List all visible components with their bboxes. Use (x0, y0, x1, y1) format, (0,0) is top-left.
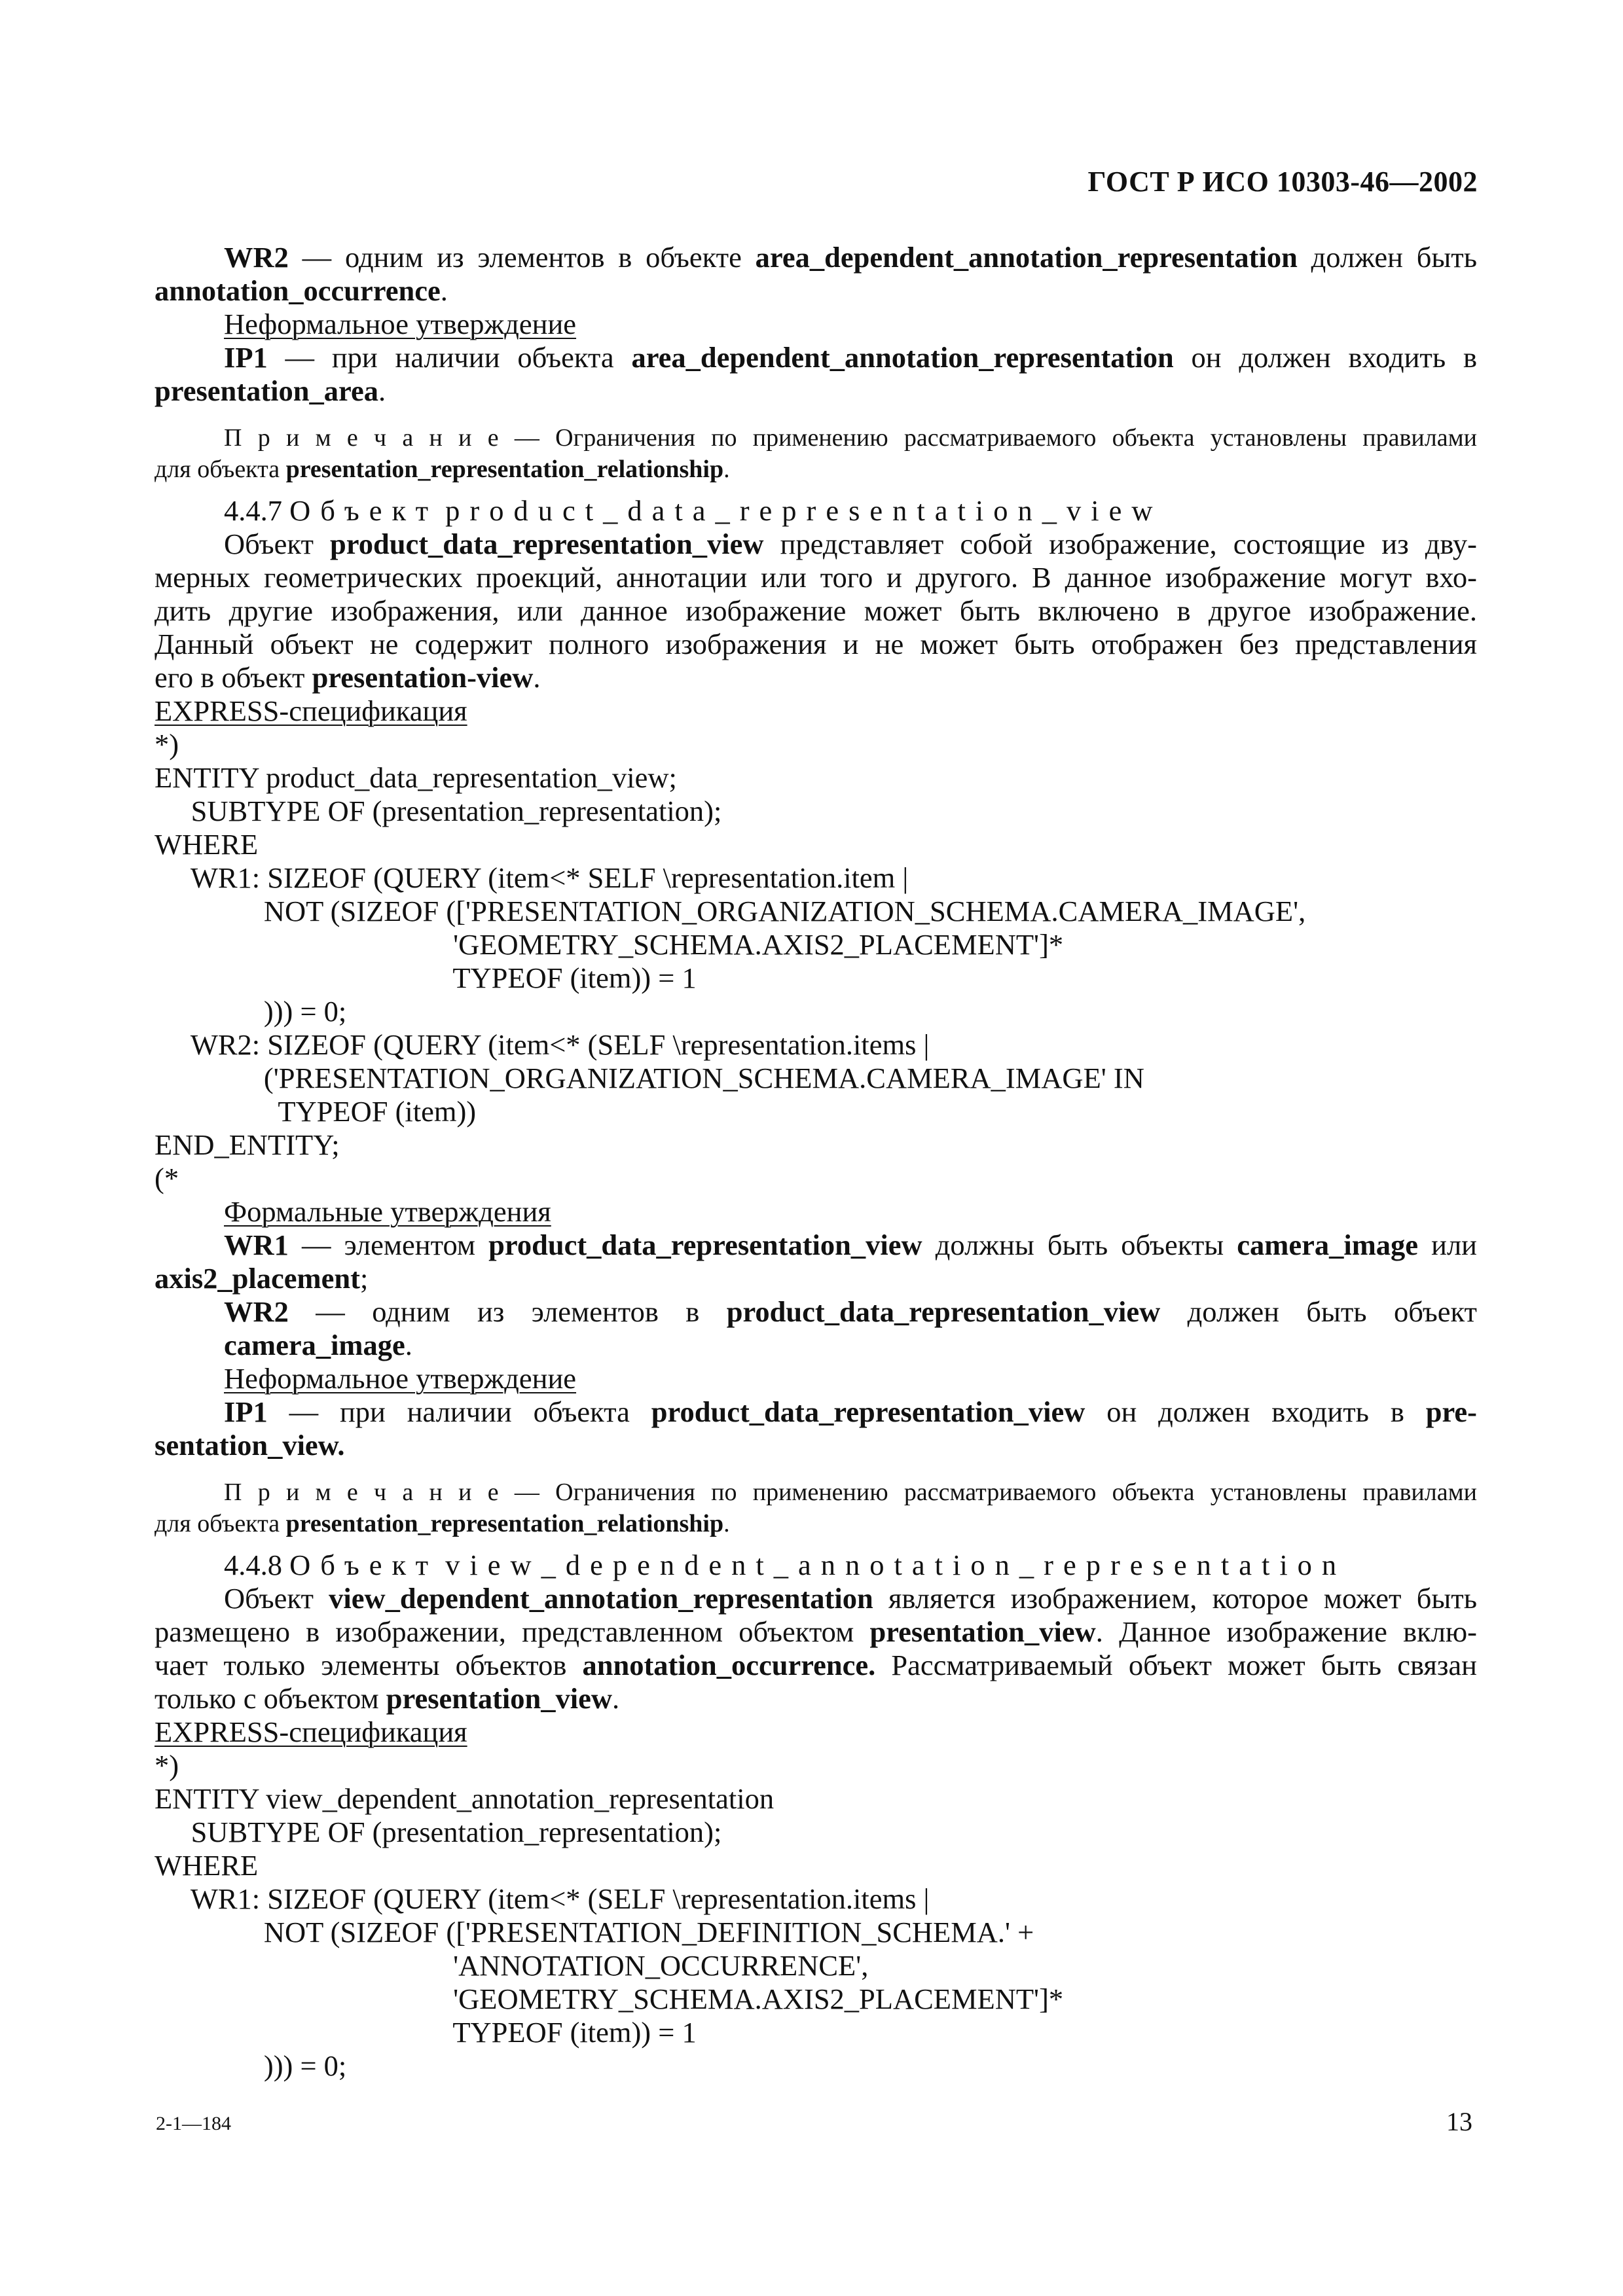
code-line: ENTITY view_dependent_annotation_representation (155, 1782, 775, 1815)
paragraph-line: его в объект presentation-view. (155, 661, 541, 694)
code-line: ))) = 0; (155, 995, 347, 1028)
paragraph-line: размещено в изображении, представленном объектом presentation_view. Данное изображение вклю- (155, 1615, 1477, 1648)
code-line: (* (155, 1162, 179, 1194)
section-heading-4-4-8: 4.4.8 Объект view_dependent_annotation_representation (224, 1549, 1347, 1581)
code-line: *) (155, 1749, 179, 1782)
code-line: WR2: SIZEOF (QUERY (item<* (SELF \representation.items | (155, 1028, 930, 1061)
code-line: TYPEOF (item)) = 1 (155, 961, 697, 994)
formal-rule-wr1-cont: axis2_placement; (155, 1262, 369, 1295)
page-number: 13 (1446, 2107, 1472, 2136)
code-line: NOT (SIZEOF (['PRESENTATION_DEFINITION_SCHEMA.' + (155, 1916, 1034, 1948)
paragraph-line: Объект product_data_representation_view представляет собой изображение, состоящие из дву- (224, 528, 1477, 560)
note-cont: для объекта presentation_representation_relationship. (155, 456, 730, 483)
code-line: END_ENTITY; (155, 1128, 340, 1161)
paragraph-line: Данный объект не содержит полного изображения и не может быть отображен без представления (155, 628, 1477, 660)
rule-label: WR2 (224, 241, 289, 274)
informal-heading: Неформальное утверждение (224, 308, 577, 340)
formal-rule-wr1: WR1 — элементом product_data_representation_view должны быть объекты camera_image или (224, 1229, 1477, 1261)
paragraph-line: только с объектом presentation_view. (155, 1682, 620, 1715)
code-line: WR1: SIZEOF (QUERY (item<* (SELF \representation.items | (155, 1882, 930, 1915)
code-line: NOT (SIZEOF (['PRESENTATION_ORGANIZATION_SCHEMA.CAMERA_IMAGE', (155, 895, 1306, 927)
formal-rule-wr2: WR2 — одним из элементов в product_data_representation_view должен быть объект camera_image. (224, 1295, 1477, 1361)
note: П р и м е ч а н и е — Ограничения по применению рассматриваемого объекта установлены правилами (224, 424, 1477, 452)
code-line: TYPEOF (item)) (155, 1095, 477, 1128)
informal-rule-ip1: IP1 — при наличии объекта product_data_representation_view он должен входить в pre- (224, 1395, 1477, 1428)
informal-heading: Неформальное утверждение (224, 1362, 577, 1395)
code-line: SUBTYPE OF (presentation_representation); (155, 1816, 722, 1848)
code-line: WHERE (155, 828, 259, 861)
paragraph-line: мерных геометрических проекций, аннотации или того и другого. В данное изображение могут вхо- (155, 561, 1477, 594)
express-code-block (155, 728, 1477, 1195)
paragraph-line: Объект view_dependent_annotation_representation является изображением, которое может быть (224, 1582, 1477, 1615)
formal-heading: Формальные утверждения (224, 1195, 551, 1228)
section-heading-4-4-7: 4.4.7 Объект product_data_representation_view (224, 494, 1163, 527)
code-line: ENTITY product_data_representation_view; (155, 761, 677, 794)
code-line: 'ANNOTATION_OCCURRENCE', (155, 1949, 869, 1982)
code-line: 'GEOMETRY_SCHEMA.AXIS2_PLACEMENT']* (155, 928, 1064, 961)
code-line: ('PRESENTATION_ORGANIZATION_SCHEMA.CAMERA_IMAGE' IN (155, 1062, 1144, 1094)
code-line: 'GEOMETRY_SCHEMA.AXIS2_PLACEMENT']* (155, 1982, 1064, 2015)
express-code-block (155, 1749, 1477, 2083)
code-line: WHERE (155, 1849, 259, 1882)
informal-rule-ip1-cont: sentation_view. (155, 1429, 345, 1462)
express-heading: EXPRESS-спецификация (155, 694, 467, 727)
express-heading: EXPRESS-спецификация (155, 1715, 467, 1748)
informal-rule-ip1: IP1 — при наличии объекта area_dependent_annotation_representation он должен входить в (224, 341, 1477, 374)
code-line: ))) = 0; (155, 2049, 347, 2082)
informal-rule-ip1-cont: presentation_area. (155, 374, 386, 407)
code-line: *) (155, 728, 179, 761)
page-header: ГОСТ Р ИСО 10303-46—2002 (1087, 166, 1478, 198)
document-body (155, 241, 1477, 2083)
note-cont: для объекта presentation_representation_relationship. (155, 1510, 730, 1537)
code-line: TYPEOF (item)) = 1 (155, 2016, 697, 2049)
formal-rule-wr2-cont: annotation_occurrence. (155, 274, 448, 307)
paragraph-line: дить другие изображения, или данное изображение может быть включено в другое изображение. (155, 594, 1477, 627)
formal-rule-wr2: WR2 — одним из элементов в объекте area_dependent_annotation_representation должен быть (224, 241, 1477, 274)
paragraph-line: чает только элементы объектов annotation_occurrence. Рассматриваемый объект может быть связан (155, 1649, 1477, 1681)
code-line: SUBTYPE OF (presentation_representation); (155, 795, 722, 827)
footer-code: 2-1—184 (156, 2113, 231, 2134)
code-line: WR1: SIZEOF (QUERY (item<* SELF \representation.item | (155, 861, 909, 894)
note: П р и м е ч а н и е — Ограничения по применению рассматриваемого объекта установлены правилами (224, 1479, 1477, 1506)
